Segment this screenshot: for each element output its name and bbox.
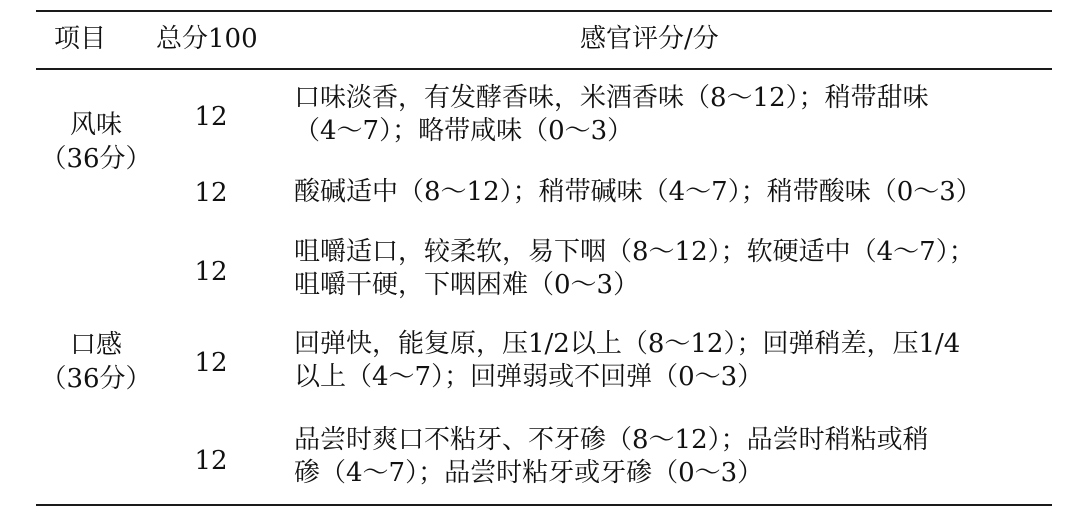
row-3-criteria-line2: 咀嚼干硬，下咽困难（0～3） [294,270,640,300]
header-criteria: 感官评分/分 [580,24,719,54]
row-5-criteria-line2: 碜（4～7）；品尝时粘牙或牙碜（0～3） [294,458,764,488]
row-5-criteria-line1: 品尝时爽口不粘牙、不牙碜（8～12）；品尝时稍粘或稍 [294,425,929,455]
row-4-score: 12 [194,348,228,378]
row-4-criteria-line1: 回弹快，能复原，压1/2以上（8～12）；回弹稍差，压1/4 [294,329,961,359]
header-total-score: 总分100 [156,24,258,54]
row-1-criteria-line1: 口味淡香，有发酵香味，米酒香味（8～12）；稍带甜味 [294,83,929,113]
row-2-score: 12 [194,178,228,208]
row-1-criteria-line2: （4～7）；略带咸味（0～3） [294,116,634,146]
category-mouthfeel [36,328,156,396]
category-flavor-name: 风味 [69,110,122,140]
category-mouthfeel-name: 口感 [69,330,122,360]
row-4-criteria-line2: 以上（4～7）；回弹弱或不回弹（0～3） [294,362,764,392]
category-flavor-points: （36分） [40,144,152,174]
row-2-criteria [294,176,1052,209]
table-top-rule [36,10,1052,12]
header-rule [36,68,1052,70]
row-5-score: 12 [194,446,228,476]
row-4-criteria [294,328,1052,394]
header-item: 项目 [54,24,107,54]
row-3-score: 12 [194,257,228,287]
table-bottom-rule [36,504,1052,506]
row-3-criteria-line1: 咀嚼适口，较柔软，易下咽（8～12）；软硬适中（4～7）； [294,237,975,267]
row-3-criteria [294,236,1052,302]
row-5-criteria [294,424,1052,490]
row-1-criteria [294,82,1052,148]
category-mouthfeel-points: （36分） [40,364,152,394]
row-2-criteria-line1: 酸碱适中（8～12）；稍带碱味（4～7）；稍带酸味（0～3） [294,177,982,207]
row-1-score: 12 [194,102,228,132]
category-flavor [36,108,156,176]
